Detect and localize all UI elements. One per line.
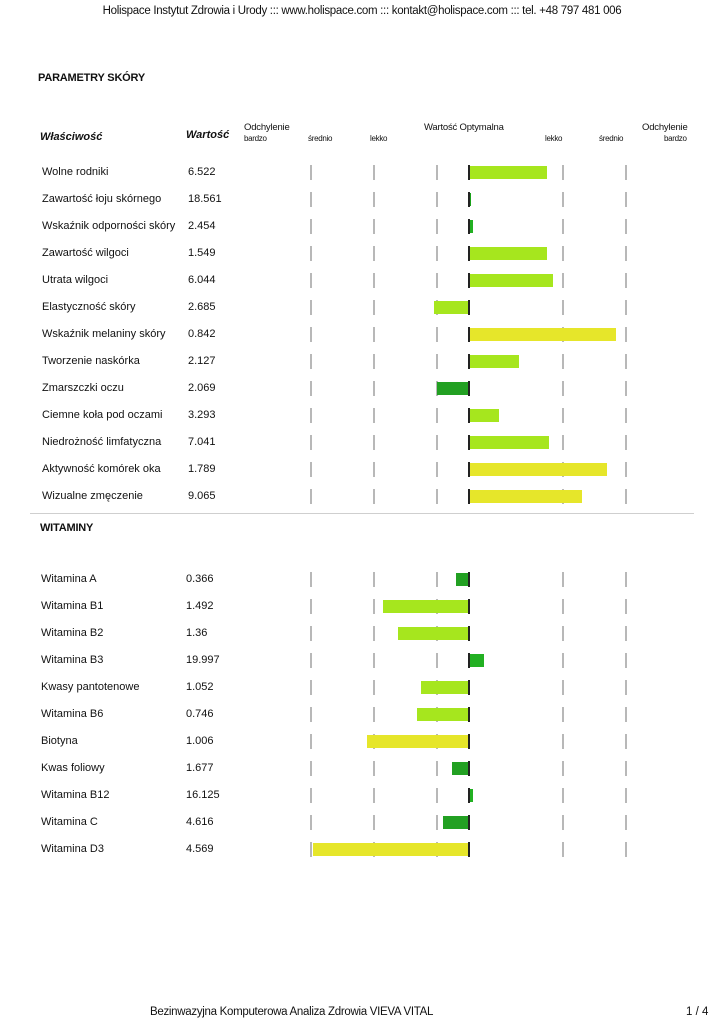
scale-tick (625, 653, 627, 668)
parameter-row (0, 761, 724, 788)
scale-tick (562, 680, 564, 695)
scale-tick (373, 165, 375, 180)
scale-tick (562, 165, 564, 180)
scale-tick (562, 381, 564, 396)
scale-tick (310, 707, 312, 722)
parameter-value: 2.127 (188, 355, 216, 367)
scale-tick (310, 435, 312, 450)
scale-tick (373, 408, 375, 423)
scale-tick (310, 300, 312, 315)
optimal-marker (468, 381, 470, 396)
scale-tick (625, 300, 627, 315)
parameter-label: Wskaźnik melaniny skóry (42, 328, 166, 340)
parameter-value: 1.549 (188, 247, 216, 259)
scale-tick (373, 327, 375, 342)
scale-tick (562, 219, 564, 234)
parameter-label: Witamina C (41, 816, 98, 828)
scale-tick (436, 165, 438, 180)
scale-tick (373, 354, 375, 369)
parameter-row (0, 599, 724, 626)
scale-tick (625, 680, 627, 695)
scale-tick (625, 599, 627, 614)
parameter-row (0, 680, 724, 707)
scale-tick (373, 489, 375, 504)
scale-tick (625, 734, 627, 749)
deviation-bar (437, 382, 469, 395)
scale-tick (625, 489, 627, 504)
scale-tick (373, 300, 375, 315)
scale-tick (625, 842, 627, 857)
parameter-row (0, 734, 724, 761)
section-divider (30, 513, 694, 514)
optimal-value-label: Wartość Optymalna (424, 122, 504, 133)
parameter-row (0, 572, 724, 599)
scale-tick (625, 192, 627, 207)
scale-tick (562, 599, 564, 614)
scale-tick (436, 462, 438, 477)
scale-tick (373, 788, 375, 803)
scale-tick (436, 408, 438, 423)
parameter-label: Ciemne koła pod oczami (42, 409, 163, 421)
scale-tick (436, 219, 438, 234)
parameter-label: Zawartość wilgoci (42, 247, 129, 259)
scale-tick (373, 815, 375, 830)
page-number: 1 / 4 (686, 1006, 709, 1018)
parameter-label: Kwas foliowy (41, 762, 105, 774)
scale-tick (436, 815, 438, 830)
scale-tick (310, 327, 312, 342)
scale-tick (373, 761, 375, 776)
parameter-value: 16.125 (186, 789, 220, 801)
scale-tick (625, 381, 627, 396)
parameter-value: 9.065 (188, 490, 216, 502)
scale-tick (436, 354, 438, 369)
parameter-label: Kwasy pantotenowe (41, 681, 140, 693)
parameter-value: 1.36 (186, 627, 208, 639)
parameter-value: 6.522 (188, 166, 216, 178)
deviation-right-label: Odchylenie (642, 122, 688, 133)
scale-tick (562, 300, 564, 315)
parameter-label: Zawartość łoju skórnego (42, 193, 162, 205)
scale-tick (562, 653, 564, 668)
parameter-label: Witamina A (41, 573, 97, 585)
scale-tick (436, 653, 438, 668)
deviation-bar (434, 301, 469, 314)
deviation-left-medium-label: średnio (308, 134, 333, 143)
scale-tick (562, 788, 564, 803)
parameter-label: Wolne rodniki (42, 166, 109, 178)
deviation-bar (469, 654, 484, 667)
section-title-vitamins: WITAMINY (40, 522, 94, 534)
scale-tick (310, 680, 312, 695)
scale-tick (625, 165, 627, 180)
parameter-label: Witamina B12 (41, 789, 110, 801)
parameter-row (0, 219, 724, 246)
scale-tick (310, 734, 312, 749)
parameter-row (0, 842, 724, 869)
parameter-label: Elastyczność skóry (42, 301, 136, 313)
parameter-label: Witamina B1 (41, 600, 104, 612)
parameter-row (0, 165, 724, 192)
scale-tick (373, 707, 375, 722)
scale-tick (562, 707, 564, 722)
deviation-right-light-label: lekko (545, 134, 563, 143)
scale-tick (625, 462, 627, 477)
scale-tick (436, 246, 438, 261)
optimal-marker (468, 300, 470, 315)
deviation-left-very-label: bardzo (244, 134, 267, 143)
parameter-row (0, 192, 724, 219)
scale-tick (436, 788, 438, 803)
deviation-bar (452, 762, 469, 775)
optimal-marker (468, 489, 470, 504)
scale-tick (310, 219, 312, 234)
scale-tick (310, 381, 312, 396)
scale-tick (562, 842, 564, 857)
parameter-label: Witamina B3 (41, 654, 104, 666)
deviation-bar (313, 843, 469, 856)
parameter-row (0, 626, 724, 653)
parameter-row (0, 462, 724, 489)
parameter-value: 18.561 (188, 193, 222, 205)
optimal-marker (468, 707, 470, 722)
scale-tick (436, 273, 438, 288)
optimal-marker (468, 734, 470, 749)
scale-tick (310, 572, 312, 587)
scale-tick (310, 761, 312, 776)
scale-tick (625, 354, 627, 369)
scale-tick (310, 788, 312, 803)
parameter-value: 0.366 (186, 573, 214, 585)
deviation-bar (469, 436, 549, 449)
deviation-bar (469, 166, 547, 179)
optimal-marker (468, 761, 470, 776)
optimal-marker (468, 192, 470, 207)
scale-tick (373, 680, 375, 695)
scale-tick (310, 246, 312, 261)
scale-tick (436, 572, 438, 587)
parameter-value: 4.616 (186, 816, 214, 828)
scale-tick (373, 626, 375, 641)
scale-tick (373, 653, 375, 668)
deviation-bar (469, 355, 519, 368)
deviation-bar (417, 708, 469, 721)
deviation-bar (469, 247, 547, 260)
deviation-bar (469, 409, 499, 422)
scale-tick (562, 408, 564, 423)
optimal-marker (468, 680, 470, 695)
parameter-row (0, 300, 724, 327)
parameter-value: 1.492 (186, 600, 214, 612)
scale-tick (562, 734, 564, 749)
deviation-bar (421, 681, 469, 694)
deviation-bar (469, 490, 582, 503)
optimal-marker (468, 246, 470, 261)
optimal-marker (468, 435, 470, 450)
scale-tick (625, 219, 627, 234)
scale-tick (373, 572, 375, 587)
parameter-row (0, 246, 724, 273)
deviation-bar (469, 274, 553, 287)
parameter-row (0, 489, 724, 516)
scale-tick (625, 408, 627, 423)
parameter-label: Aktywność komórek oka (42, 463, 161, 475)
column-header-value: Wartość (186, 129, 230, 141)
parameter-row (0, 815, 724, 842)
scale-tick (373, 192, 375, 207)
parameter-row (0, 788, 724, 815)
parameter-value: 4.569 (186, 843, 214, 855)
scale-tick (310, 192, 312, 207)
scale-tick (310, 653, 312, 668)
parameter-label: Utrata wilgoci (42, 274, 109, 286)
scale-tick (310, 842, 312, 857)
scale-tick (373, 599, 375, 614)
scale-tick (625, 761, 627, 776)
parameter-row (0, 408, 724, 435)
deviation-right-very-label: bardzo (664, 134, 687, 143)
section-title-skin: PARAMETRY SKÓRY (38, 72, 146, 84)
scale-tick (310, 408, 312, 423)
scale-tick (625, 788, 627, 803)
optimal-marker (468, 327, 470, 342)
scale-tick (562, 354, 564, 369)
optimal-marker (468, 815, 470, 830)
scale-tick (373, 246, 375, 261)
parameter-row (0, 707, 724, 734)
scale-tick (436, 489, 438, 504)
optimal-marker (468, 626, 470, 641)
parameter-value: 7.041 (188, 436, 216, 448)
scale-tick (625, 572, 627, 587)
parameter-row (0, 327, 724, 354)
parameter-value: 0.842 (188, 328, 216, 340)
scale-tick (625, 435, 627, 450)
scale-tick (625, 707, 627, 722)
scale-tick (562, 761, 564, 776)
scale-tick (625, 327, 627, 342)
parameter-row (0, 354, 724, 381)
parameter-label: Zmarszczki oczu (42, 382, 124, 394)
scale-tick (373, 273, 375, 288)
parameter-label: Biotyna (41, 735, 78, 747)
parameter-value: 2.454 (188, 220, 216, 232)
scale-tick (562, 192, 564, 207)
optimal-marker (468, 273, 470, 288)
optimal-marker (468, 599, 470, 614)
column-header-property: Właściwość (40, 131, 103, 143)
scale-tick (310, 815, 312, 830)
deviation-bar (469, 328, 616, 341)
parameter-value: 2.069 (188, 382, 216, 394)
scale-tick (310, 626, 312, 641)
page-footer: Bezinwazyjna Komputerowa Analiza Zdrowia VIEVA VITAL (150, 1006, 434, 1018)
scale-tick (310, 354, 312, 369)
parameter-value: 1.789 (188, 463, 216, 475)
deviation-bar (367, 735, 469, 748)
parameter-value: 2.685 (188, 301, 216, 313)
deviation-bar (398, 627, 469, 640)
parameter-value: 6.044 (188, 274, 216, 286)
optimal-marker (468, 572, 470, 587)
deviation-left-light-label: lekko (370, 134, 388, 143)
scale-tick (562, 572, 564, 587)
scale-tick (310, 165, 312, 180)
scale-tick (373, 435, 375, 450)
parameter-value: 0.746 (186, 708, 214, 720)
parameter-label: Wskaźnik odporności skóry (42, 220, 176, 232)
scale-tick (310, 599, 312, 614)
scale-tick (436, 327, 438, 342)
deviation-left-label: Odchylenie (244, 122, 290, 133)
parameter-row (0, 381, 724, 408)
scale-tick (310, 273, 312, 288)
parameter-label: Witamina D3 (41, 843, 104, 855)
scale-tick (373, 219, 375, 234)
scale-tick (310, 489, 312, 504)
parameter-label: Wizualne zmęczenie (42, 490, 143, 502)
optimal-marker (468, 354, 470, 369)
deviation-bar (383, 600, 469, 613)
scale-tick (625, 273, 627, 288)
scale-tick (562, 435, 564, 450)
deviation-right-medium-label: średnio (599, 134, 624, 143)
scale-tick (436, 192, 438, 207)
optimal-marker (468, 462, 470, 477)
parameter-label: Witamina B6 (41, 708, 104, 720)
parameter-label: Tworzenie naskórka (42, 355, 140, 367)
scale-tick (625, 815, 627, 830)
deviation-bar (469, 463, 607, 476)
parameter-value: 1.677 (186, 762, 214, 774)
scale-tick (625, 246, 627, 261)
scale-tick (625, 626, 627, 641)
scale-tick (436, 761, 438, 776)
scale-tick (310, 462, 312, 477)
parameter-label: Witamina B2 (41, 627, 104, 639)
parameter-value: 1.052 (186, 681, 214, 693)
scale-tick (373, 381, 375, 396)
parameter-value: 1.006 (186, 735, 214, 747)
optimal-marker (468, 653, 470, 668)
optimal-marker (468, 165, 470, 180)
scale-tick (562, 273, 564, 288)
scale-tick (562, 626, 564, 641)
parameter-value: 19.997 (186, 654, 220, 666)
parameter-label: Niedrożność limfatyczna (42, 436, 162, 448)
parameter-value: 3.293 (188, 409, 216, 421)
parameter-row (0, 435, 724, 462)
scale-tick (562, 246, 564, 261)
optimal-marker (468, 219, 470, 234)
parameter-row (0, 653, 724, 680)
scale-tick (562, 815, 564, 830)
optimal-marker (468, 408, 470, 423)
parameter-row (0, 273, 724, 300)
scale-tick (373, 462, 375, 477)
optimal-marker (468, 842, 470, 857)
deviation-bar (443, 816, 469, 829)
scale-tick (436, 435, 438, 450)
page-header: Holispace Instytut Zdrowia i Urody ::: www.holispace.com ::: kontakt@holispace.com ::: tel. +48 797 481 006 (102, 5, 622, 17)
optimal-marker (468, 788, 470, 803)
